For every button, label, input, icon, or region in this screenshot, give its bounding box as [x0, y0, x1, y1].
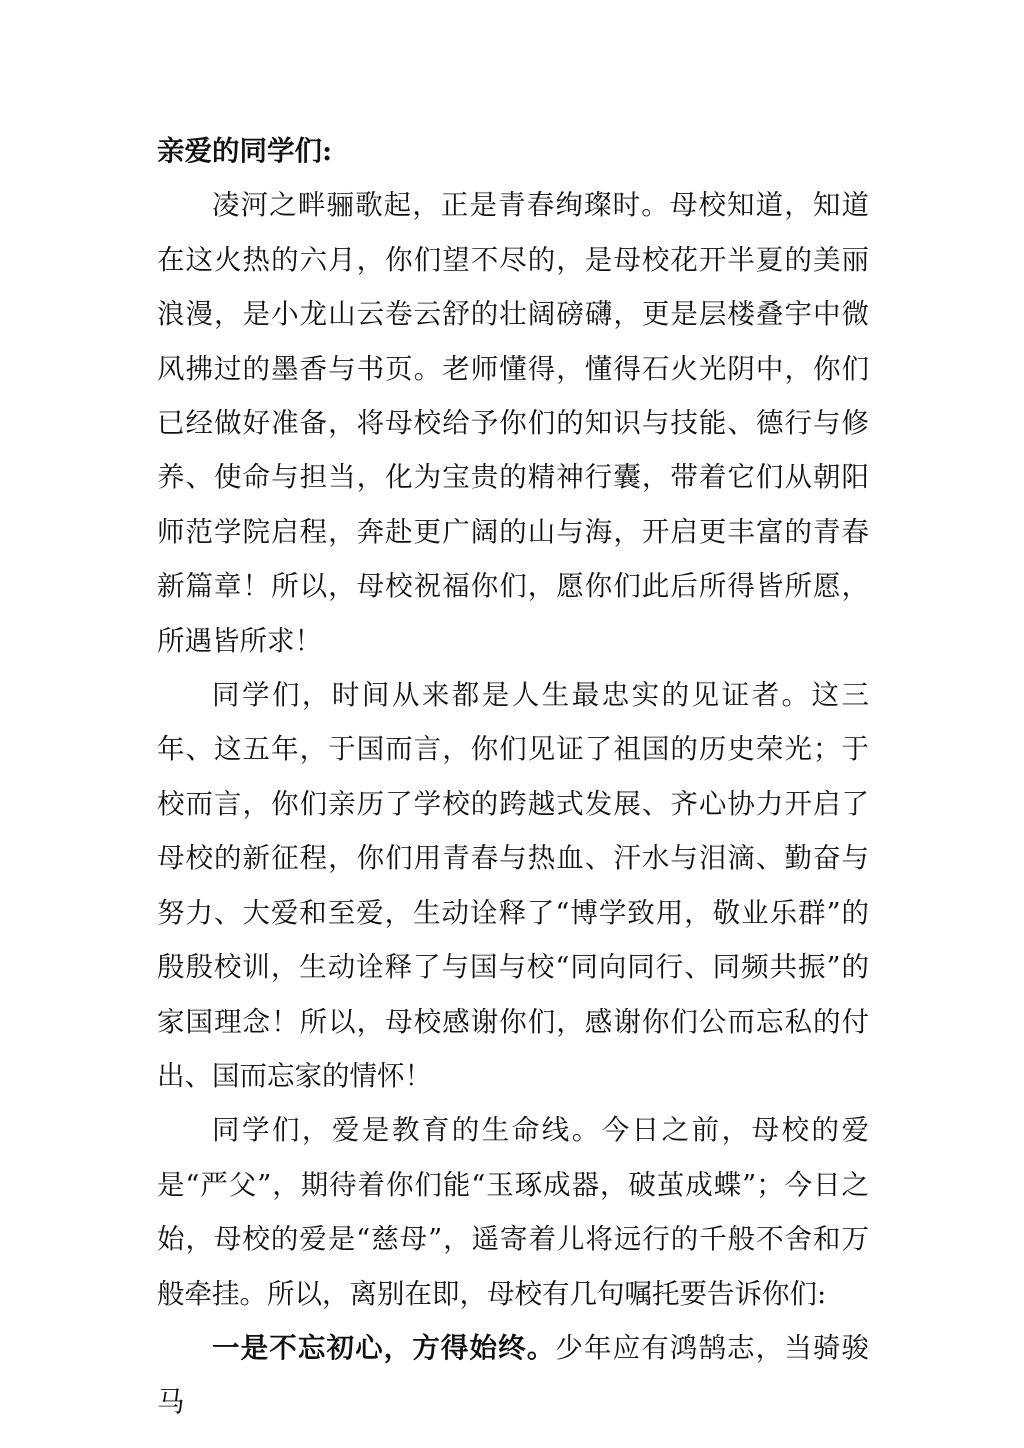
paragraph-2: 同学们，时间从来都是人生最忠实的见证者。这三年、这五年，于国而言，你们见证了祖国的历史荣光；于校而言，你们亲历了学校的跨越式发展、齐心协力开启了母校的新征程，你们用青春与热血、汗水与泪滴、勤奋与努力、大爱和至爱，生动诠释了“博学致用，敬业乐群”的殷殷校训，生动诠释了与国与校“同向同行、同频共振”的家国理念！所以，母校感谢你们，感谢你们公而忘私的付出、国而忘家的情怀！ [157, 679, 869, 1092]
point-one-text: 少年应有鸿鹄志，当骑骏马 [157, 1331, 870, 1419]
point-one-heading: 一是不忘初心，方得始终。 [212, 1331, 556, 1364]
paragraph-3: 同学们，爱是教育的生命线。今日之前，母校的爱是“严父”，期待着你们能“玉琢成器，破茧成蝶”；今日之始，母校的爱是“慈母”，遥寄着儿将远行的千般不舍和万般牵挂。所以，离别在即，母校有几句嘱托要告诉你们: [157, 1114, 869, 1310]
paragraph-4 [157, 1321, 869, 1430]
paragraph-1: 凌河之畔骊歌起，正是青春绚璨时。母校知道，知道在这火热的六月，你们望不尽的，是母校花开半夏的美丽浪漫，是小龙山云卷云舒的壮阔磅礴，更是层楼叠宇中微风拂过的墨香与书页。老师懂得，懂得石火光阴中，你们已经做好准备，将母校给予你们的知识与技能、德行与修养、使命与担当，化为宝贵的精神行囊，带着它们从朝阳师范学院启程，奔赴更广阔的山与海，开启更丰富的青春新篇章！所以，母校祝福你们，愿你们此后所得皆所愿，所遇皆所求！ [157, 189, 869, 657]
salutation: 亲爱的同学们: [157, 135, 333, 167]
letter-body [157, 124, 869, 1430]
